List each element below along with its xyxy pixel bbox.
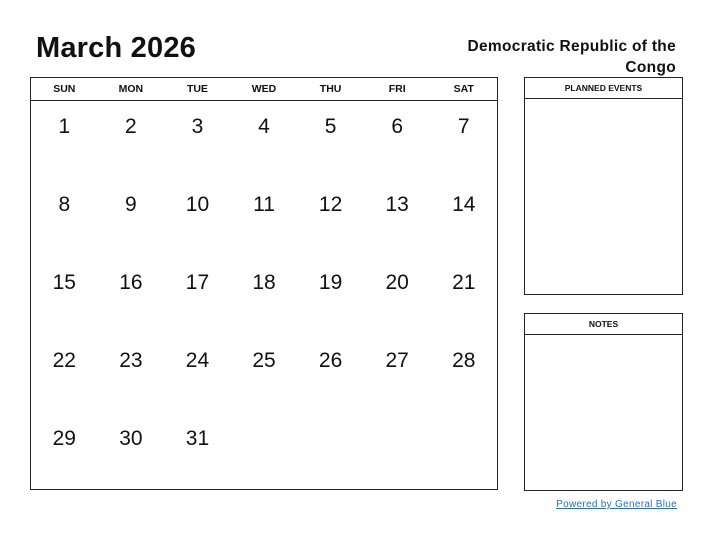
- day-cell: 12: [318, 193, 343, 216]
- day-cell: 23: [119, 349, 143, 372]
- notes-heading: NOTES: [525, 314, 682, 335]
- week-row: [31, 335, 497, 413]
- weekday-sat: SAT: [453, 83, 474, 95]
- powered-by-link[interactable]: Powered by General Blue: [556, 499, 677, 510]
- week-row: [31, 179, 497, 257]
- weekday-sun: SUN: [53, 83, 76, 95]
- day-cell: 31: [185, 427, 210, 450]
- day-cell: 13: [385, 193, 409, 216]
- week-row: [31, 257, 497, 335]
- weekday-tue: TUE: [186, 83, 208, 95]
- day-cell: [231, 413, 298, 491]
- week-row: [31, 413, 497, 491]
- day-cell: [297, 413, 364, 491]
- day-cell: 29: [52, 427, 76, 450]
- day-cell: 14: [452, 193, 476, 216]
- day-cell: 16: [119, 271, 143, 294]
- planned-events-heading: PLANNED EVENTS: [525, 78, 682, 99]
- day-cell: 6: [391, 115, 404, 138]
- day-cell: 27: [385, 349, 409, 372]
- day-cell: [430, 413, 497, 491]
- notes-panel: [524, 313, 683, 491]
- day-cell: 5: [324, 115, 337, 138]
- day-cell: 7: [457, 115, 470, 138]
- day-cell: 11: [253, 193, 275, 216]
- day-cell: 25: [252, 349, 276, 372]
- planned-events-panel: [524, 77, 683, 295]
- weekday-fri: FRI: [388, 83, 406, 95]
- calendar-grid: [30, 77, 498, 490]
- calendar-title: March 2026: [36, 32, 196, 64]
- weekday-header-row: [31, 78, 497, 101]
- country-name: Democratic Republic of the Congo: [467, 38, 676, 76]
- day-cell: 10: [185, 193, 210, 216]
- day-cell: 21: [452, 271, 476, 294]
- day-cell: 19: [318, 271, 343, 294]
- day-cell: 4: [258, 115, 270, 138]
- day-cell: 24: [185, 349, 210, 372]
- day-cell: 1: [58, 115, 71, 138]
- day-cell: 17: [185, 271, 210, 294]
- day-cell: 22: [52, 349, 76, 372]
- weeks-container: [31, 101, 497, 491]
- day-cell: 28: [452, 349, 476, 372]
- week-row: [31, 101, 497, 179]
- day-cell: 3: [191, 115, 204, 138]
- day-cell: 18: [252, 271, 276, 294]
- weekday-thu: THU: [319, 83, 342, 95]
- day-cell: 15: [52, 271, 76, 294]
- day-cell: [364, 413, 431, 491]
- day-cell: 26: [318, 349, 343, 372]
- day-cell: 20: [385, 271, 409, 294]
- weekday-mon: MON: [118, 83, 144, 95]
- day-cell: 9: [125, 193, 137, 216]
- weekday-wed: WED: [251, 83, 277, 95]
- day-cell: 30: [119, 427, 143, 450]
- day-cell: 8: [58, 193, 71, 216]
- day-cell: 2: [125, 115, 137, 138]
